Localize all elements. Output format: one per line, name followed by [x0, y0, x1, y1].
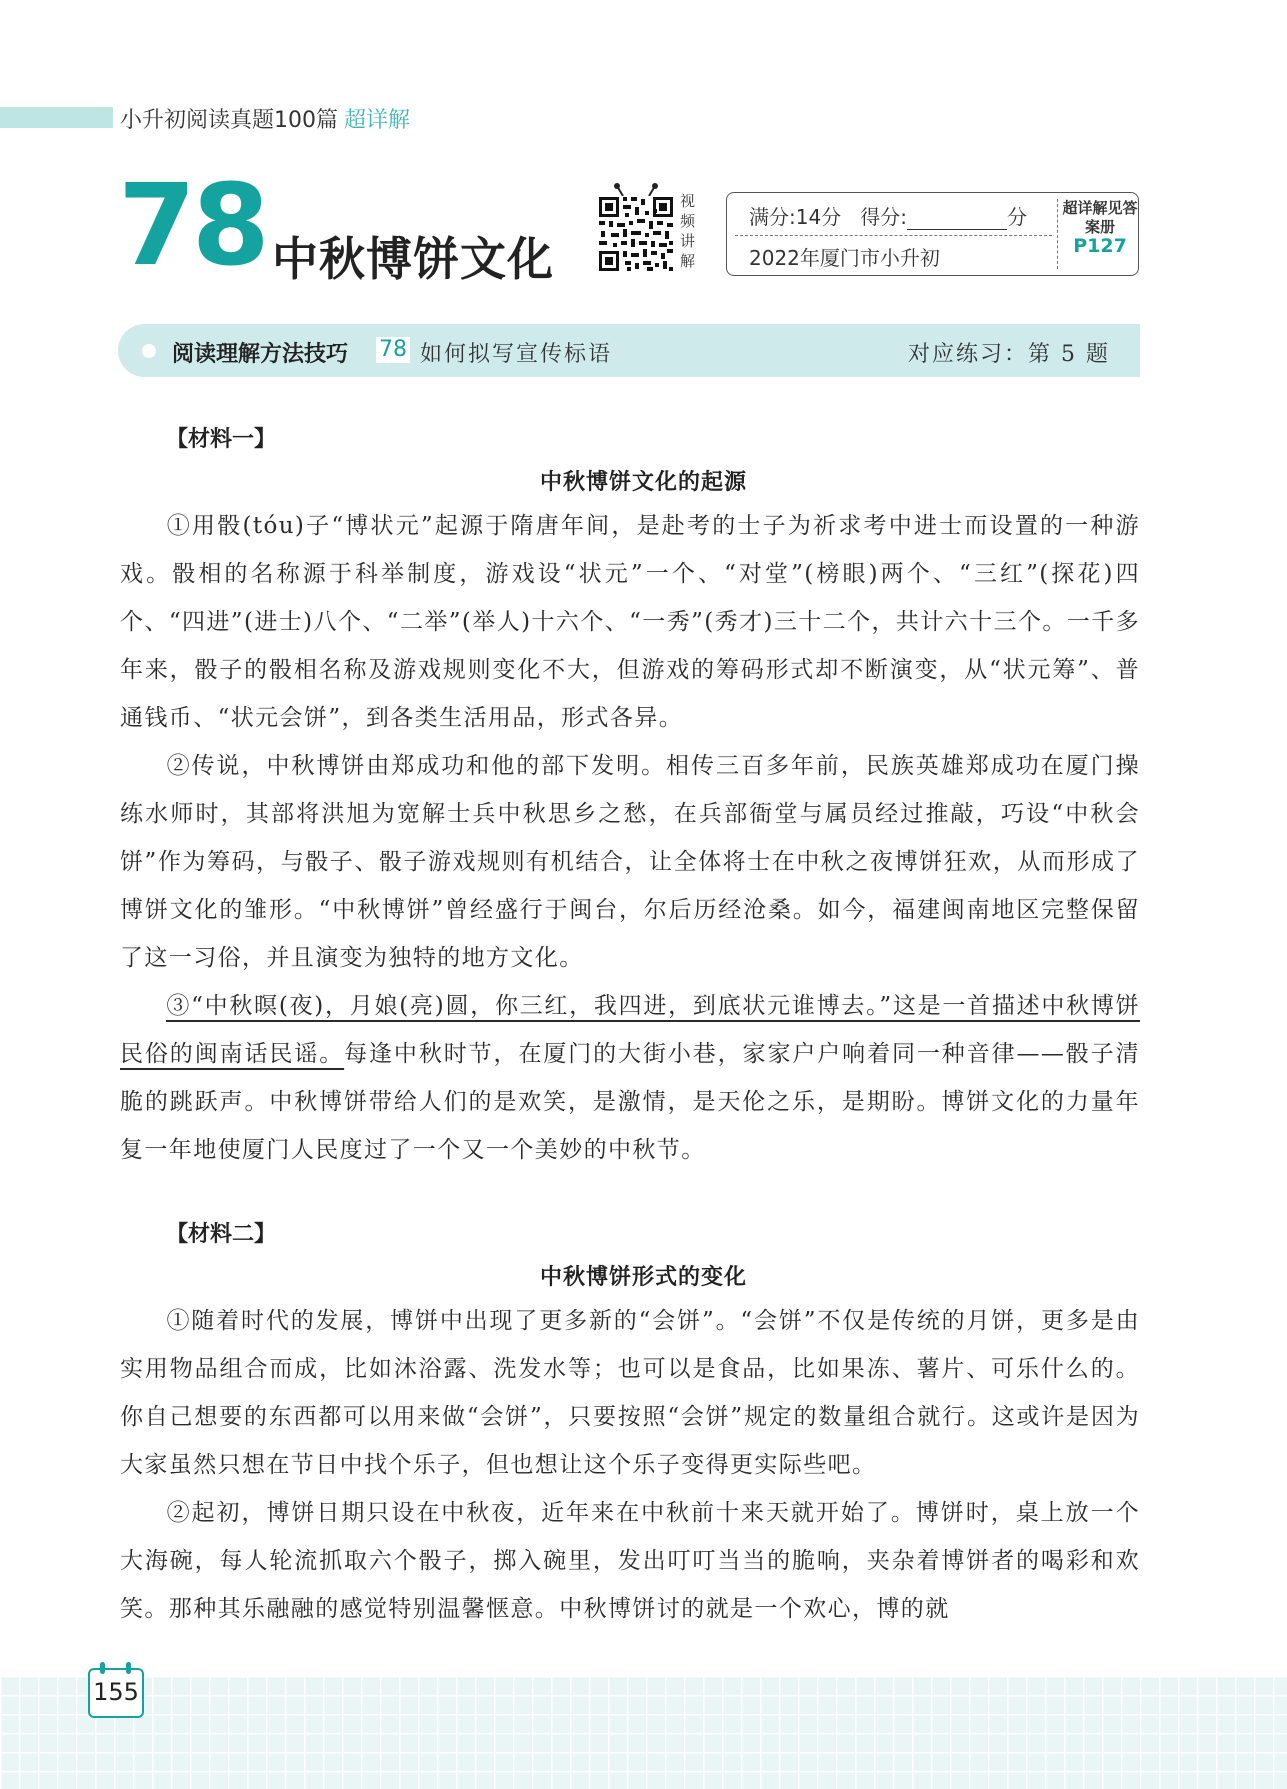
exam-source: 2022年厦门市小升初	[749, 246, 940, 270]
material-2-title: 中秋博饼形式的变化	[539, 1265, 747, 1290]
answer-page: P127	[1073, 235, 1127, 257]
material-2-paragraph-2	[120, 1489, 1140, 1633]
score-blank[interactable]	[907, 211, 1007, 230]
score-unit: 分	[1007, 205, 1028, 229]
calendar-ring-icon	[126, 1662, 131, 1674]
material-2-label: 【材料二】	[166, 1222, 277, 1247]
score-line	[749, 201, 1027, 230]
paragraph-text: ②传说，中秋博饼由郑成功和他的部下发明。相传三百多年前，民族英雄郑成功在厦门操练水师时，其部将洪旭为宽解士兵中秋思乡之愁，在兵部衙堂与属员经过推敲，巧设“中秋会饼”作为筹码，与骰子、骰子游戏规则有机结合，让全体将士在中秋之夜博饼狂欢，从而形成了博饼文化的雏形。“中秋博饼”曾经盛行于闽台，尔后历经沧桑。如今，福建闽南地区完整保留了这一习俗，并且演变为独特的地方文化。	[120, 753, 1140, 971]
paragraph-text: ①用骰(tóu)子“博状元”起源于隋唐年间，是赴考的士子为祈求考中进士而设置的一种游戏。骰相的名称源于科举制度，游戏设“状元”一个、“对堂”(榜眼)两个、“三红”(探花)四个、“四进”(进士)八个、“二举”(举人)十六个、“一秀”(秀才)三十二个，共计六十三个。一千多年来，骰子的骰相名称及游戏规则变化不大，但游戏的筹码形式却不断演变，从“状元筹”、普通钱币、“状元会饼”，到各类生活用品，形式各异。	[120, 513, 1140, 731]
full-marks: 满分:14分	[749, 205, 842, 229]
method-label: 阅读理解方法技巧	[172, 342, 349, 367]
score-label: 得分:	[860, 205, 908, 229]
score-divider	[735, 235, 1052, 236]
method-number: 78	[376, 337, 410, 363]
header-strip	[0, 107, 113, 128]
paragraph-text: ①随着时代的发展，博饼中出现了更多新的“会饼”。“会饼”不仅是传统的月饼，更多是由实用物品组合而成，比如沐浴露、洗发水等；也可以是食品，比如果冻、薯片、可乐什么的。你自己想要的东西都可以用来做“会饼”，只要按照“会饼”规定的数量组合就行。这或许是因为大家虽然只想在节日中找个乐子，但也想让这个乐子变得更实际些吧。	[120, 1308, 1140, 1478]
paragraph-text: 每逢中秋时节，在厦门的大街小巷，家家户户响着同一种音律——骰子清脆的跳跃声。中秋博饼带给人们的是欢笑，是激情，是天伦之乐，是期盼。博饼文化的力量年复一年地使厦门人民度过了一个又一个美妙的中秋节。	[120, 1041, 1140, 1163]
method-banner	[118, 324, 1140, 377]
lesson-title: 中秋博饼文化	[272, 232, 554, 286]
answer-reference	[1060, 199, 1140, 256]
page-number: 155	[93, 1678, 139, 1706]
lesson-number: 78	[118, 161, 266, 291]
answer-ref-text: 超详解见答案册	[1062, 199, 1138, 236]
method-topic: 如何拟写宣传标语	[420, 342, 613, 367]
series-highlight: 超详解	[344, 108, 411, 133]
score-box	[726, 192, 1139, 276]
footer-grid	[0, 1676, 1287, 1789]
underlined-folk-song: ③“中秋暝(夜)，月娘(亮)圆，你三红，我四进，到底状元谁博去。”这是一首描述中秋博饼民俗的闽南话民谣。	[120, 993, 1140, 1067]
material-1-label: 【材料一】	[166, 427, 277, 452]
material-1-paragraph-3	[120, 982, 1140, 1174]
material-2-paragraph-1	[120, 1297, 1140, 1489]
material-1-title: 中秋博饼文化的起源	[539, 470, 747, 495]
material-1-paragraph-2	[120, 742, 1140, 982]
qr-video-label: 视频讲解	[680, 192, 696, 270]
method-practice: 对应练习：第 5 题	[908, 342, 1110, 367]
score-vertical-divider	[1057, 199, 1058, 269]
series-name: 小升初阅读真题100篇	[120, 108, 338, 133]
series-title	[120, 103, 410, 134]
calendar-ring-icon	[100, 1662, 105, 1674]
material-1-paragraph-1	[120, 502, 1140, 742]
qr-code-icon[interactable]	[597, 182, 675, 276]
page-number-calendar	[88, 1668, 144, 1718]
bullet-dot-icon	[142, 344, 156, 358]
paragraph-text: ②起初，博饼日期只设在中秋夜，近年来在中秋前十来天就开始了。博饼时，桌上放一个大海碗，每人轮流抓取六个骰子，掷入碗里，发出叮叮当当的脆响，夹杂着博饼者的喝彩和欢笑。那种其乐融融的感觉特别温馨惬意。中秋博饼讨的就是一个欢心，博的就	[120, 1500, 1140, 1622]
